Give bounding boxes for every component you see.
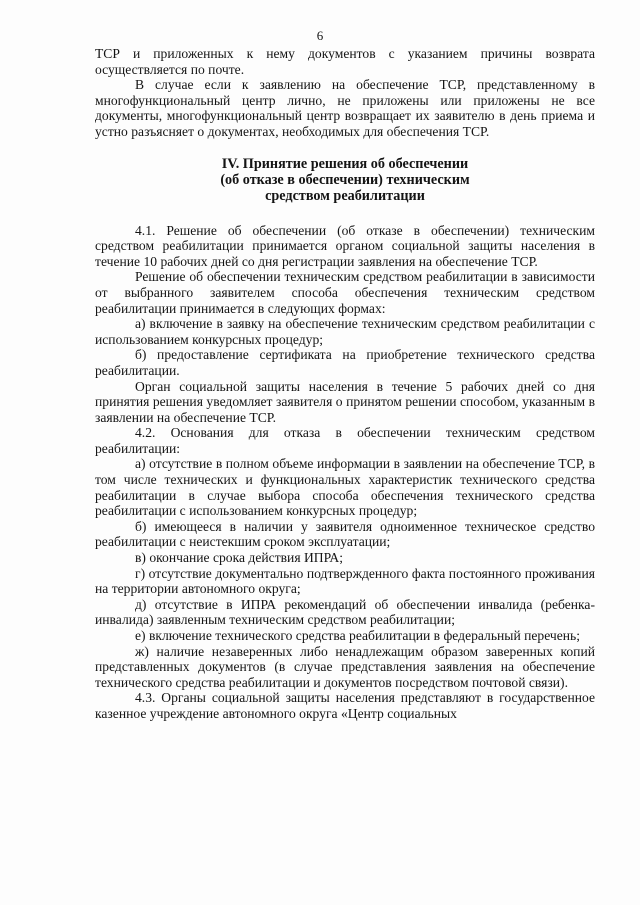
paragraph-notify: Орган социальной защиты населения в течение 5 рабочих дней со дня принятия решения уведомляет заявителя о принятом решении способом, указанным в заявлении на обеспечение ТСР. <box>95 378 595 425</box>
section-heading-line-2: (об отказе в обеспечении) техническим <box>220 171 470 188</box>
paragraph-4-1: 4.1. Решение об обеспечении (об отказе в обеспечении) техническим средством реабилитации принимается органом социальной защиты населения в течение 10 рабочих дней со дня регистрации заявления на обеспечение ТСР. <box>95 222 595 269</box>
refusal-item-g: г) отсутствие документально подтвержденного факта постоянного проживания на территории автономного округа; <box>95 565 595 597</box>
document-body <box>95 46 595 722</box>
section-heading <box>95 156 595 204</box>
paragraph-intro-continuation: ТСР и приложенных к нему документов с указанием причины возврата осуществляется по почте. <box>95 46 595 77</box>
refusal-item-a: а) отсутствие в полном объеме информации в заявлении на обеспечение ТСР, в том числе технических и функциональных характеристик технического средства реабилитации в случае выбора способа обеспечения технического средства реабилитации с использованием конкурсных процедур; <box>95 456 595 519</box>
refusal-item-d: д) отсутствие в ИПРА рекомендаций об обеспечении инвалида (ребенка-инвалида) заявленным техническим средством реабилитации; <box>95 596 595 628</box>
paragraph-mfc-return: В случае если к заявлению на обеспечение ТСР, представленному в многофункциональный центр лично, не приложены или приложены не все документы, многофункциональный центр возвращает их заявителю в день приема и устно разъясняет о документах, необходимых для обеспечения ТСР. <box>95 77 595 139</box>
refusal-item-b: б) имеющееся в наличии у заявителя одноименное техническое средство реабилитации с неистекшим сроком эксплуатации; <box>95 518 595 550</box>
section-heading-line-1: IV. Принятие решения об обеспечении <box>221 155 469 172</box>
paragraph-decision-forms: Решение об обеспечении техническим средством реабилитации в зависимости от выбранного заявителем способа обеспечения техническим средством реабилитации принимается в следующих формах: <box>95 269 595 316</box>
section-heading-line-3: средством реабилитации <box>265 187 425 204</box>
list-item-a: а) включение в заявку на обеспечение техническим средством реабилитации с использованием конкурсных процедур; <box>95 316 595 347</box>
refusal-item-zh: ж) наличие незаверенных либо ненадлежащим образом заверенных копий представленных документов (в случае представления заявления на обеспечение технического средства реабилитации и документов посредством почтовой связи). <box>95 643 595 690</box>
list-item-b: б) предоставление сертификата на приобретение технического средства реабилитации. <box>95 347 595 378</box>
paragraph-4-3: 4.3. Органы социальной защиты населения представляют в государственное казенное учреждение автономного округа «Центр социальных <box>95 690 595 721</box>
paragraph-4-2: 4.2. Основания для отказа в обеспечении техническим средством реабилитации: <box>95 425 595 456</box>
page-number: 6 <box>316 28 324 43</box>
refusal-item-v: в) окончание срока действия ИПРА; <box>135 550 344 566</box>
refusal-item-e: е) включение технического средства реабилитации в федеральный перечень; <box>135 628 581 643</box>
